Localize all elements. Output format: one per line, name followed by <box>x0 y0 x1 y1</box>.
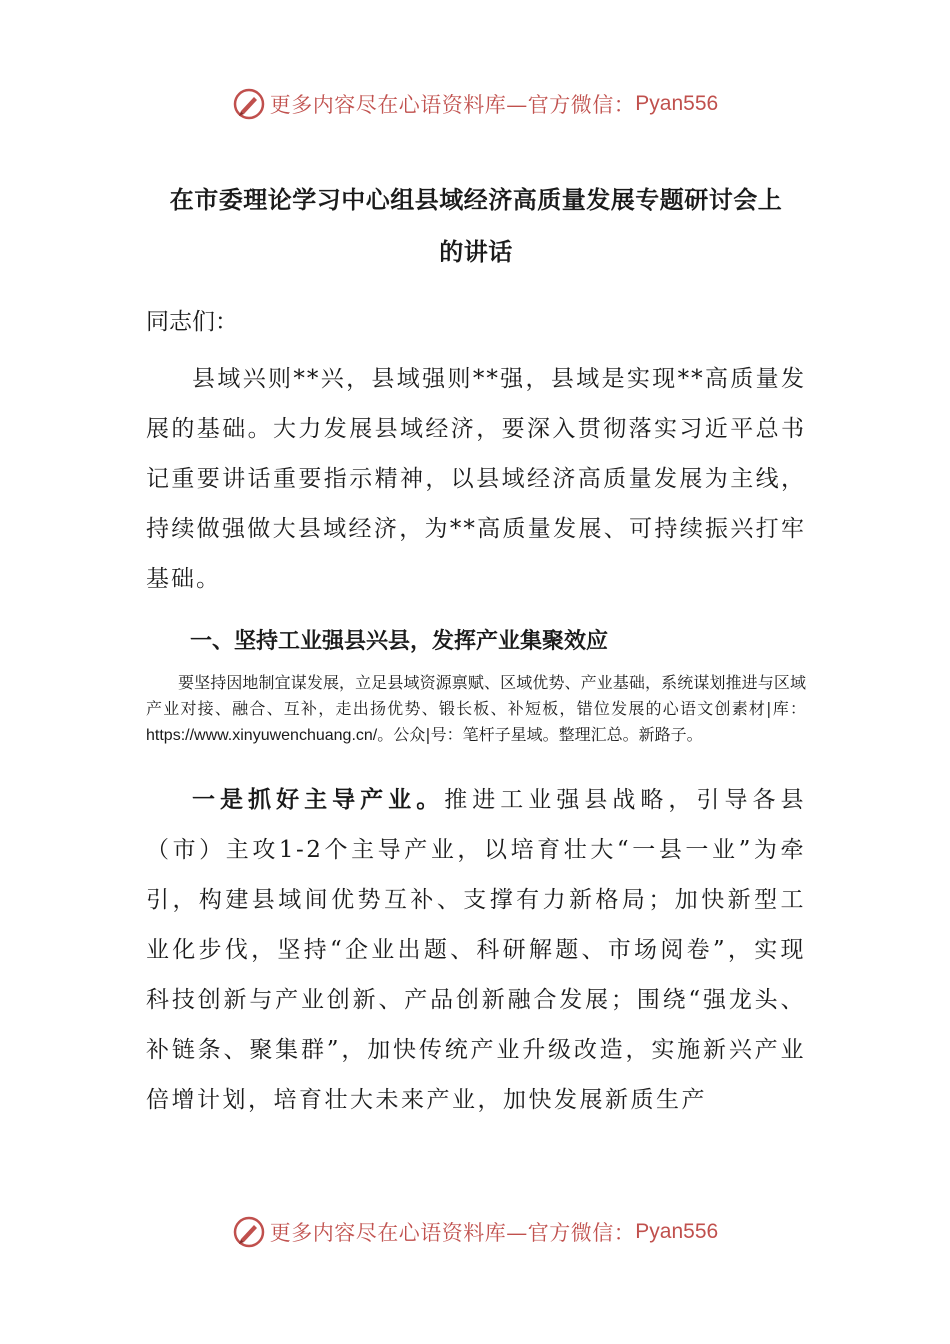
point-1-lead: 一是抓好主导产业。 <box>192 787 445 813</box>
section-1-note-text: 要坚持因地制宜谋发展，立足县域资源禀赋、区域优势、产业基础，系统谋划推进与区域产业对接、融合、互补，走出扬优势、锻长板、补短板，错位发展的心语文创素材|库： <box>146 673 806 718</box>
watermark-header <box>0 84 950 124</box>
section-1-note <box>146 670 806 749</box>
pen-logo-icon <box>232 87 266 121</box>
title-line-1: 在市委理论学习中心组县域经济高质量发展专题研讨会上 <box>169 186 783 214</box>
document-title <box>126 174 826 278</box>
watermark-text: 更多内容尽在心语资料库—官方微信： <box>269 93 636 117</box>
watermark-wechat-id: Pyan556 <box>635 1220 719 1243</box>
watermark-text: 更多内容尽在心语资料库—官方微信： <box>269 1221 636 1245</box>
watermark-wechat-id: Pyan556 <box>635 92 719 115</box>
point-1-paragraph <box>146 775 806 1125</box>
title-line-2: 的讲话 <box>439 238 513 266</box>
section-1-note-tail: 。公众|号：笔杆子星域。整理汇总。新路子。 <box>377 725 703 744</box>
salutation: 同志们： <box>146 309 238 335</box>
point-1-body: 推进工业强县战略，引导各县（市）主攻1-2个主导产业，以培育壮大“一县一业”为牵引，构建县域间优势互补、支撑有力新格局；加快新型工业化步伐，坚持“企业出题、科研解题、市场阅卷”，实现科技创新与产业创新、产品创新融合发展；围绕“强龙头、补链条、聚集群”，加快传统产业升级改造，实施新兴产业倍增计划，培育壮大未来产业，加快发展新质生产 <box>146 787 807 1113</box>
section-1-note-url: https://www.xinyuwenchuang.cn/ <box>146 727 378 744</box>
document-body <box>146 174 806 1125</box>
watermark-footer <box>0 1212 950 1252</box>
pen-logo-icon <box>232 1215 266 1249</box>
intro-paragraph: 县域兴则**兴，县域强则**强，县域是实现**高质量发展的基础。大力发展县域经济，要深入贯彻落实习近平总书记重要讲话重要指示精神，以县域经济高质量发展为主线，持续做强做大县域经济，为**高质量发展、可持续振兴打牢基础。 <box>146 366 806 592</box>
section-1-heading: 一、坚持工业强县兴县，发挥产业集聚效应 <box>190 629 609 654</box>
